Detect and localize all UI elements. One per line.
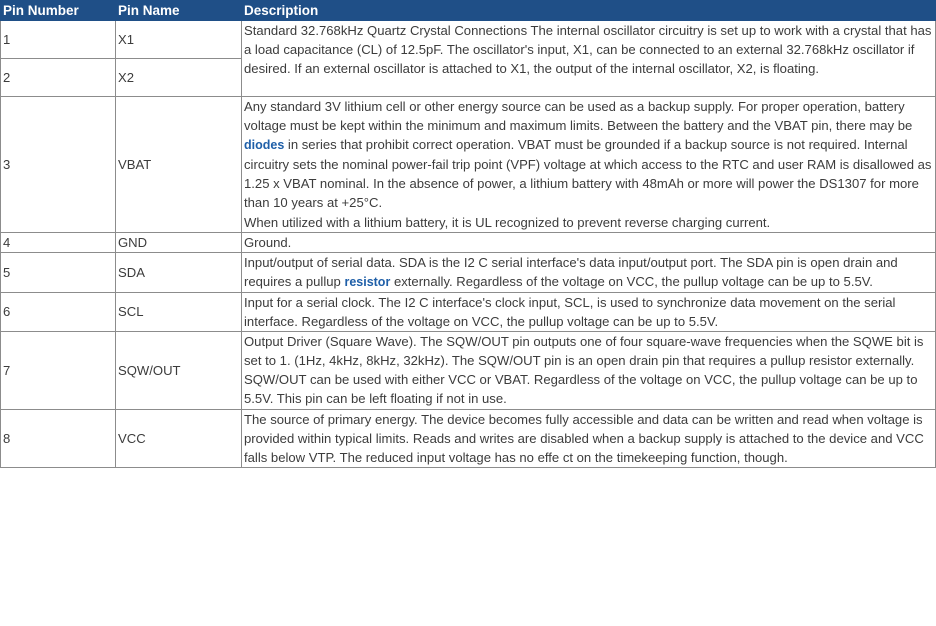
pin-number-cell: 8 [1,409,116,467]
table-row [1,97,936,233]
table-row [1,232,936,252]
pin-number-cell: 4 [1,232,116,252]
description-text: Any standard 3V lithium cell or other energy source can be used as a backup supply. For proper operation, battery voltage must be kept within the minimum and maximum limits. Between the battery and the VBAT pin, there may be [244,99,913,134]
table-header-row [1,1,936,21]
diodes-link[interactable]: diodes [244,138,285,153]
table-row [1,332,936,409]
description-cell-gnd: Ground. [242,232,936,252]
pin-number-cell: 1 [1,21,116,59]
pin-number-cell: 3 [1,97,116,233]
description-cell-sqw-out: Output Driver (Square Wave). The SQW/OUT pin outputs one of four square-wave frequencies when the SQWE bit is set to 1. (1Hz, 4kHz, 8kHz, 32kHz). The SQW/OUT pin is an open drain pin that requires a pullup resistor externally. SQW/OUT can be used with either VCC or VBAT. Regardless of the voltage on VCC, the pullup voltage can be up to 5.5V. This pin can be left floating if not in use. [242,332,936,409]
table-row [1,292,936,331]
resistor-link[interactable]: resistor [344,274,391,289]
header-pin-name: Pin Name [116,1,242,21]
pin-name-cell: GND [116,232,242,252]
description-cell-scl: Input for a serial clock. The I2 C interface's clock input, SCL, is used to synchronize data movement on the serial interface. Regardless of the voltage on VCC, the pullup voltage can be up to 5.5V. [242,292,936,331]
pin-name-cell: X1 [116,21,242,59]
header-description: Description [242,1,936,21]
description-text: When utilized with a lithium battery, it is UL recognized to prevent reverse charging current. [244,214,771,230]
table-row [1,21,936,59]
description-text: externally. Regardless of the voltage on VCC, the pullup voltage can be up to 5.5V. [390,273,873,289]
description-text: Input/output of serial data. SDA is the I2 C serial interface's data input/output port. The SDA pin is open drain and requires a pullup [244,254,898,289]
description-text: in series that prohibit correct operation. VBAT must be grounded if a backup source is not required. Internal circuitry sets the nominal power-fail trip point (VPF) voltage at which access to the RTC and user RAM is disallowed as 1.25 x VBAT nominal. In the absence of power, a lithium battery with 48mAh or more will power the DS1307 for more than 10 years at +25°C. [244,137,932,211]
pin-name-cell: X2 [116,59,242,97]
pin-name-cell: SDA [116,252,242,292]
description-cell-sda [242,252,936,292]
pin-number-cell: 7 [1,332,116,409]
table-row [1,252,936,292]
description-cell-x1-x2: Standard 32.768kHz Quartz Crystal Connections The internal oscillator circuitry is set up to work with a crystal that has a load capacitance (CL) of 12.5pF. The oscillator's input, X1, can be connected to an external 32.768kHz oscillator if desired. If an external oscillator is attached to X1, the output of the internal oscillator, X2, is floating. [242,21,936,97]
pin-number-cell: 5 [1,252,116,292]
pin-number-cell: 2 [1,59,116,97]
header-pin-number: Pin Number [1,1,116,21]
table-row [1,409,936,467]
pin-number-cell: 6 [1,292,116,331]
pin-name-cell: VBAT [116,97,242,233]
description-cell-vbat [242,97,936,233]
pin-name-cell: SCL [116,292,242,331]
pin-name-cell: VCC [116,409,242,467]
pin-name-cell: SQW/OUT [116,332,242,409]
description-cell-vcc: The source of primary energy. The device becomes fully accessible and data can be written and read when voltage is provided within typical limits. Reads and writes are disabled when a backup supply is attached to the device and VCC falls below VTP. The reduced input voltage has no effe ct on the timekeeping function, though. [242,409,936,467]
